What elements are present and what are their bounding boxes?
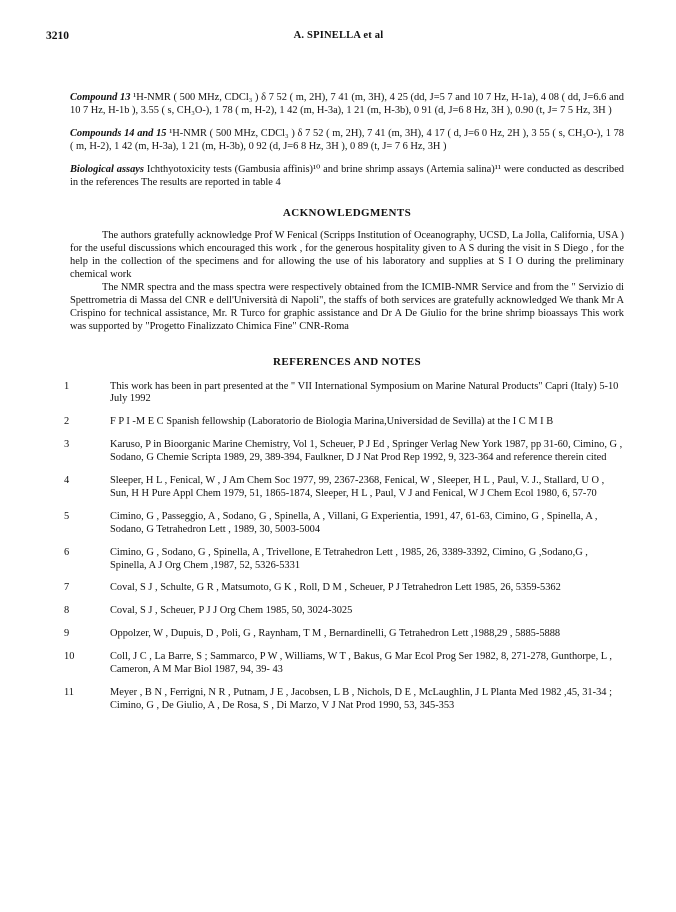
reference-item: [64, 510, 624, 537]
reference-item: [64, 651, 624, 677]
compounds-14-15-paragraph: [70, 128, 624, 154]
page-number: 3210: [46, 30, 69, 42]
biological-assays-label: Biological assays: [70, 163, 144, 175]
reference-item: [64, 475, 624, 501]
reference-number: 11: [64, 687, 75, 698]
reference-number: 10: [64, 651, 75, 663]
compound-13-label: Compound 13: [70, 92, 131, 103]
compounds-14-15-label: Compounds 14 and 15: [70, 127, 167, 139]
compounds-14-15-nmr-text: ¹H-NMR ( 500 MHz, CDCl₃ ) δ 7 52 ( m, 2H), 7 41 (m, 3H), 4 17 ( d, J=6 0 Hz, 2H ), 3 55 ( s, CH₃O-), 1 78 ( m, H-2), 1 42 (m, H-3a), 1 21 (m, H-3b), 0 92 (d, J=6 8 Hz, 3H ), 0 89 (t, J= 7 6 Hz, 3H ): [70, 127, 624, 152]
reference-number: 1: [64, 380, 70, 392]
reference-number: 5: [64, 510, 70, 522]
reference-number: 4: [64, 475, 70, 487]
reference-item: [64, 380, 624, 407]
reference-item: [64, 546, 624, 573]
page-header: [46, 30, 631, 46]
reference-number: 6: [64, 546, 70, 558]
biological-assays-paragraph: [70, 164, 624, 190]
reference-number: 8: [64, 605, 70, 617]
reference-text: Meyer , B N , Ferrigni, N R , Putnam, J E , Jacobsen, L B , Nichols, D E , McLaughlin, J L Planta Med 1982 ,45, 31-34 ; Cimino, G , De Giulio, A , De Rosa, S , Di Marzo, V J Nat Prod 1990, 53, 345-353: [110, 687, 612, 711]
reference-text: Coval, S J , Scheuer, P J J Org Chem 1985, 50, 3024-3025: [110, 605, 353, 617]
reference-text: Karuso, P in Bioorganic Marine Chemistry, Vol 1, Scheuer, P J Ed , Springer Verlag New York 1987, pp 31-60, Cimino, G , Sodano, G Chemie Scripta 1989, 29, 389-394, Faulkner, D J Nat Prod Rep 1992, 9, 323-364 and reference therein cited: [110, 439, 623, 464]
reference-item: [64, 439, 624, 465]
reference-text: Cimino, G , Passeggio, A , Sodano, G , Spinella, A , Villani, G Experientia, 1991, 47, 61-63, Cimino, G , Spinella, A , Sodano, G Tetrahedron Lett , 1989, 30, 5003-5004: [110, 510, 598, 535]
reference-item: [64, 628, 624, 641]
running-head: A. SPINELLA et al: [293, 30, 384, 41]
reference-text: Cimino, G , Sodano, G , Spinella, A , Trivellone, E Tetrahedron Lett , 1985, 26, 3389-3392, Cimino, G ,Sodano,G , Spinella, A J Org Chem ,1987, 52, 5326-5331: [110, 546, 588, 571]
reference-text: This work has been in part presented at the " VII International Symposium on Marine Natural Products" Capri (Italy) 5-10 July 1992: [110, 380, 619, 405]
reference-text: Sleeper, H L , Fenical, W , J Am Chem Soc 1977, 99, 2367-2368, Fenical, W , Sleeper, H L , Paul, V. J., Stallard, U O , Sun, H H Pure Appl Chem 1979, 51, 1865-1874, Sleeper, H L , Paul, V J and Fenical, W J Chem Ecol 1980, 6, 57-70: [110, 475, 605, 499]
reference-item: [64, 687, 624, 713]
biological-assays-text: Ichthyotoxicity tests (Gambusia affinis)¹⁰ and brine shrimp assays (Artemia salina)¹¹ were conducted as described in the references The results are reported in table 4: [70, 163, 624, 188]
reference-item: [64, 605, 624, 618]
references-list: [64, 380, 624, 713]
reference-number: 7: [64, 582, 70, 594]
compound-13-nmr-text: ¹H-NMR ( 500 MHz, CDCl₃ ) δ 7 52 ( m, 2H), 7 41 (m, 3H), 4 25 (dd, J=5 7 and 10 7 Hz, H-1a), 4 08 ( dd, J=6.6 and 10 7 Hz, H-1b ), 3.55 ( s, CH₃O-), 1 78 ( m, H-2), 1 42 (m, H-3a), 1 21 (m, H-3b), 0 91 (d, J=6 8 Hz, 3H ), 0.90 (t, J= 7 5 Hz, 3H ): [70, 92, 624, 116]
reference-number: 2: [64, 416, 70, 428]
reference-item: [64, 416, 624, 429]
reference-number: 3: [64, 439, 70, 451]
reference-text: Coll, J C , La Barre, S ; Sammarco, P W , Williams, W T , Bakus, G Mar Ecol Prog Ser 1982, 8, 271-278, Gunthorpe, L , Cameron, A M Mar Biol 1987, 94, 39- 43: [110, 651, 612, 676]
reference-text: F P I -M E C Spanish fellowship (Laboratorio de Biologia Marina,Universidad de Sevilla) at the I C M I B: [110, 416, 554, 428]
acknowledgments-paragraph: The NMR spectra and the mass spectra were respectively obtained from the ICMIB-NMR Service and from the " Servizio di Spettrometria di Massa del CNR e dell'Università di Napoli", the staffs of both services are gratefully acknowledged We thank Mr A Crispino for technical assistance, Mr. R Turco for graphic assistance and Dr A De Giulio for the brine shrimp bioassays This work was supported by "Progetto Finalizzato Chimica Fine" CNR-Roma: [70, 281, 624, 332]
page-body: [64, 92, 624, 723]
acknowledgments-section: [70, 230, 624, 333]
reference-text: Coval, S J , Schulte, G R , Matsumoto, G K , Roll, D M , Scheuer, P J Tetrahedron Lett 1985, 26, 5359-5362: [110, 582, 561, 594]
references-heading: REFERENCES AND NOTES: [273, 355, 421, 368]
compound-13-paragraph: [70, 92, 624, 118]
reference-text: Oppolzer, W , Dupuis, D , Poli, G , Raynham, T M , Bernardinelli, G Tetrahedron Lett ,1988,29 , 5885-5888: [110, 628, 561, 640]
reference-number: 9: [64, 628, 70, 640]
reference-item: [64, 582, 624, 595]
acknowledgments-heading: ACKNOWLEDGMENTS: [282, 207, 412, 220]
acknowledgments-paragraph: The authors gratefully acknowledge Prof W Fenical (Scripps Institution of Oceanography, UCSD, La Jolla, California, USA ) for the useful discussions which encouraged this work , for the generous hospitality given to A S during the visit in S Diego , for the help in the collection of the specimens and for allowing the use of his laboratory and supplies at S I O during the preliminary chemical work: [70, 230, 624, 281]
